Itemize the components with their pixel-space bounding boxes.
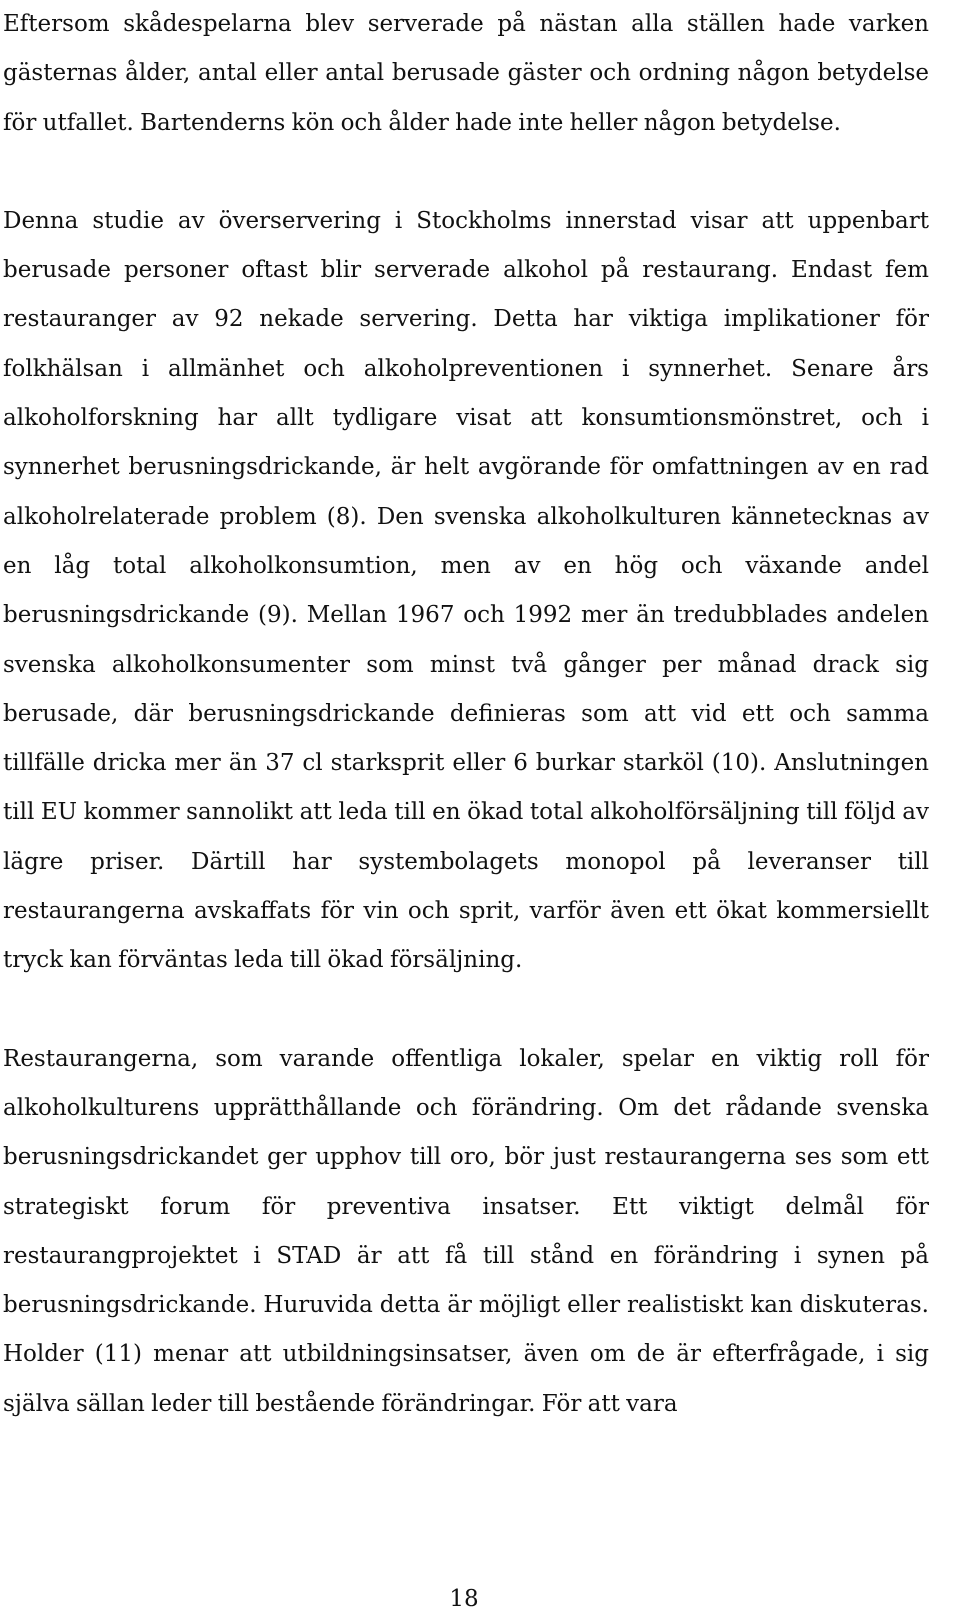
page-number: 18 (449, 1586, 479, 1612)
paragraph-2: Denna studie av överservering i Stockholms innerstad visar att uppenbart berusade personer oftast blir serverade alkohol på restaurang. Endast fem restauranger av 92 nekade servering. Detta har viktiga implikationer för folkhälsan i allmänhet och alkoholpreventionen i synnerhet. Senare års alkoholforskning har allt tydligare visat att konsumtionsmönstret, och i synnerhet berusningsdrickande, är helt avgörande för omfattningen av en rad alkoholrelaterade problem (8). Den svenska alkoholkulturen kännetecknas av en låg total alkoholkonsumtion, men av en hög och växande andel berusningsdrickande (9). Mellan 1967 och 1992 mer än tredubblades andelen svenska alkoholkonsumenter som minst två gånger per månad drack sig berusade, där berusningsdrickande definieras som att vid ett och samma tillfälle dricka mer än 37 cl starksprit eller 6 burkar starköl (10). Anslutningen till EU kommer sannolikt att leda till en ökad total alkoholförsäljning till följd av lägre priser. Därtill har systembolagets monopol på leveranser till restaurangerna avskaffats för vin och sprit, varför även ett ökat kommersiellt tryck kan förväntas leda till ökad försäljning. (3, 207, 929, 974)
paragraph-1: Eftersom skådespelarna blev serverade på nästan alla ställen hade varken gästernas ålder, antal eller antal berusade gäster och ordning någon betydelse för utfallet. Bartenderns kön och ålder hade inte heller någon betydelse. (3, 11, 929, 136)
document-page (3, 0, 929, 1429)
paragraph-3: Restaurangerna, som varande offentliga lokaler, spelar en viktig roll för alkoholkulturens upprätthållande och förändring. Om det rådande svenska berusningsdrickandet ger upphov till oro, bör just restaurangerna ses som ett strategiskt forum för preventiva insatser. Ett viktigt delmål för restaurangprojektet i STAD är att få till stånd en förändring i synen på berusningsdrickande. Huruvida detta är möjligt eller realistiskt kan diskuteras. Holder (11) menar att utbildningsinsatser, även om de är efterfrågade, i sig själva sällan leder till bestående förändringar. För att vara (3, 1045, 929, 1417)
